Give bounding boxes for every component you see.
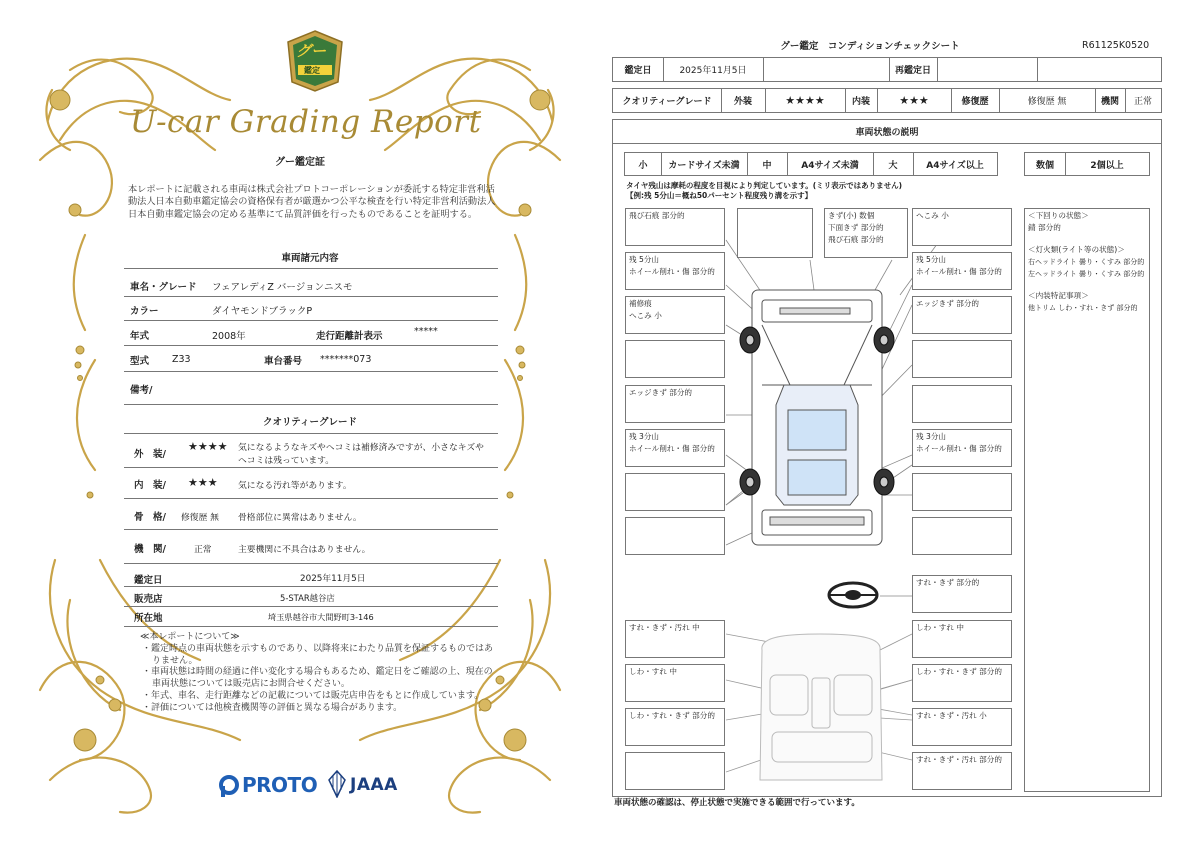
exterior-note-box bbox=[625, 429, 725, 467]
sheet-id: R61125K0520 bbox=[1082, 40, 1150, 51]
frame-value: 修復歴 無 bbox=[181, 513, 219, 523]
repair-history-label: 修復歴 bbox=[961, 97, 989, 107]
exterior-note-box bbox=[912, 429, 1012, 467]
certificate-body: 本レポートに記載される車両は株式会社プロトコーポレーションが委託する特定非営利活動法人日本自動車鑑定協会の資格保有者が厳選かつ公平な検査を行い特定非営利活動法人日本自動車鑑定協会の定める基準にて品質評価を行ったものであることを証明する。 bbox=[128, 184, 496, 220]
proto-logo-icon bbox=[218, 774, 240, 798]
side-note-line: 他トリム しわ・すれ・きず 部分的 bbox=[1028, 304, 1138, 312]
exterior-note-box bbox=[625, 385, 725, 423]
quality-heading: クオリティーグレード bbox=[262, 417, 358, 428]
count-label: 数個 bbox=[1035, 160, 1054, 171]
side-note-line bbox=[1025, 235, 1149, 245]
exterior-note-line: ホイール削れ・傷 部分的 bbox=[916, 444, 1002, 453]
engine-value: 正常 bbox=[194, 545, 212, 555]
exterior-note-box bbox=[625, 296, 725, 334]
color-value: ダイヤモンドブラックP bbox=[212, 306, 313, 317]
exterior-note-line: 残 5分山 bbox=[916, 255, 947, 264]
exterior-stars: ★★★★ bbox=[188, 440, 228, 453]
color-label: カラー bbox=[130, 306, 159, 317]
shop-label: 販売店 bbox=[134, 594, 163, 605]
proto-logo-text: PROTO bbox=[242, 773, 318, 797]
exterior-note-line: 残 3分山 bbox=[916, 432, 947, 441]
side-note-line: 左ヘッドライト 曇り・くすみ 部分的 bbox=[1028, 270, 1145, 278]
exterior-note-line: きず(小) 数個 bbox=[828, 211, 875, 220]
shop-value: 5-STAR越谷店 bbox=[280, 593, 335, 603]
size-large-desc: A4サイズ以上 bbox=[926, 160, 984, 171]
divider bbox=[124, 529, 498, 530]
exterior-note-line: 飛び石痕 部分的 bbox=[629, 211, 685, 220]
badge-text: グー bbox=[296, 42, 327, 60]
exterior-note-line: エッジきず 部分的 bbox=[629, 388, 693, 397]
divider bbox=[124, 626, 498, 627]
exterior-comment-line2: ヘコミは残っています。 bbox=[238, 456, 335, 466]
appraisal-date-label: 鑑定日 bbox=[134, 575, 163, 586]
year-value: 2008年 bbox=[212, 331, 246, 342]
divider bbox=[124, 433, 498, 434]
size-small-desc: カードサイズ未満 bbox=[668, 160, 740, 171]
engine-value: 正常 bbox=[1133, 97, 1152, 107]
interior-note-line: すれ・きず 部分的 bbox=[916, 578, 980, 587]
address-label: 所在地 bbox=[134, 613, 163, 624]
note-item: ・評価については他検査機関等の評価と異なる場合があります。 bbox=[142, 702, 403, 713]
mileage-label: 走行距離計表示 bbox=[316, 331, 383, 342]
special-notes-box bbox=[1024, 208, 1150, 792]
certificate-title: グー鑑定証 bbox=[275, 157, 325, 168]
divider bbox=[124, 268, 498, 269]
car-name-label: 車名・グレード bbox=[130, 282, 197, 293]
model-value: Z33 bbox=[172, 354, 191, 365]
side-note-line bbox=[1025, 281, 1149, 291]
spec-heading: 車両諸元内容 bbox=[281, 253, 339, 264]
report-title: U-car Grading Report bbox=[130, 104, 482, 140]
interior-note-line: すれ・きず・汚れ 部分的 bbox=[916, 755, 1002, 764]
chassis-value: *******073 bbox=[320, 354, 372, 365]
interior-note-line: しわ・すれ・きず 部分的 bbox=[629, 711, 715, 720]
side-note-line: ＜下回りの状態＞ bbox=[1028, 211, 1089, 220]
exterior-note-box bbox=[912, 517, 1012, 555]
interior-note-box bbox=[625, 752, 725, 790]
note-item: ・鑑定時点の車両状態を示すものであり、以降将来にわたり品質を保証するものではありません。 bbox=[142, 643, 494, 666]
condition-check-sheet bbox=[600, 0, 1200, 848]
interior-note-box bbox=[912, 664, 1012, 702]
exterior-label: 外 装/ bbox=[134, 449, 166, 460]
sheet-footnote: 車両状態の確認は、停止状態で実施できる範囲で行っています。 bbox=[614, 798, 860, 808]
divider bbox=[124, 606, 498, 607]
model-label: 型式 bbox=[130, 356, 150, 367]
divider bbox=[124, 345, 498, 346]
exterior-note-line: ホイール削れ・傷 部分的 bbox=[629, 267, 715, 276]
exterior-note-line: 補修痕 bbox=[629, 299, 652, 308]
exterior-stars: ★★★★ bbox=[785, 94, 825, 107]
exterior-note-line: ホイール削れ・傷 部分的 bbox=[916, 267, 1002, 276]
interior-note-box bbox=[912, 708, 1012, 746]
appraisal-date-value: 2025年11月5日 bbox=[679, 66, 747, 76]
exterior-note-line: 残 3分山 bbox=[629, 432, 660, 441]
car-name-value: フェアレディZ バージョンニスモ bbox=[212, 282, 353, 293]
side-note-line: 右ヘッドライト 曇り・くすみ 部分的 bbox=[1028, 258, 1145, 266]
sheet-title: グー鑑定 コンディションチェックシート bbox=[780, 41, 960, 52]
remarks-label: 備考/ bbox=[130, 385, 153, 396]
divider bbox=[124, 586, 498, 587]
interior-label: 内装 bbox=[851, 97, 870, 107]
divider bbox=[124, 320, 498, 321]
appraisal-date-value: 2025年11月5日 bbox=[300, 574, 366, 584]
year-label: 年式 bbox=[130, 331, 150, 342]
interior-note-box bbox=[912, 620, 1012, 658]
divider bbox=[124, 404, 498, 405]
reappraisal-date-label: 再鑑定日 bbox=[894, 66, 931, 76]
exterior-note-box bbox=[912, 252, 1012, 290]
grade-row bbox=[612, 88, 1162, 113]
note-item: ・年式、車名、走行距離などの記載については販売店申告をもとに作成しています。 bbox=[142, 690, 484, 701]
interior-note-box bbox=[912, 752, 1012, 790]
date-row bbox=[612, 57, 1162, 82]
steering-wheel-icon bbox=[826, 580, 880, 610]
exterior-note-box bbox=[912, 340, 1012, 378]
frame-comment: 骨格部位に異常はありません。 bbox=[238, 513, 362, 523]
address-value: 埼玉県越谷市大間野町3-146 bbox=[268, 612, 374, 622]
size-mid-desc: A4サイズ未満 bbox=[801, 160, 859, 171]
leader-line bbox=[880, 588, 914, 604]
interior-note-line: しわ・すれ・きず 部分的 bbox=[916, 667, 1002, 676]
tire-note-1: タイヤ残山は摩耗の程度を目視により判定しています。(ミリ表示ではありません) bbox=[626, 181, 903, 190]
exterior-note-line: 飛び石痕 部分的 bbox=[828, 235, 884, 244]
divider bbox=[124, 498, 498, 499]
side-note-line: ＜灯火類(ライト等の状態)＞ bbox=[1028, 245, 1125, 254]
interior-note-box bbox=[625, 708, 725, 746]
interior-comment: 気になる汚れ等があります。 bbox=[238, 481, 352, 491]
exterior-note-line: 下面きず 部分的 bbox=[828, 223, 884, 232]
appraisal-date-label: 鑑定日 bbox=[624, 66, 652, 76]
exterior-note-box bbox=[912, 473, 1012, 511]
frame-label: 骨 格/ bbox=[134, 512, 166, 523]
interior-label: 内 装/ bbox=[134, 480, 166, 491]
badge-sub-text: 鑑定 bbox=[304, 66, 320, 75]
exterior-note-box bbox=[737, 208, 813, 258]
exterior-note-box bbox=[625, 517, 725, 555]
interior-note-line: すれ・きず・汚れ 小 bbox=[916, 711, 987, 720]
exterior-note-line: へこみ 小 bbox=[629, 311, 662, 320]
interior-stars: ★★★ bbox=[188, 476, 218, 489]
exterior-note-box bbox=[625, 208, 725, 246]
exterior-note-line: エッジきず 部分的 bbox=[916, 299, 980, 308]
state-heading: 車両状態の説明 bbox=[612, 119, 1162, 144]
jaaa-logo-text: JAAA bbox=[350, 775, 398, 795]
interior-note-box bbox=[912, 575, 1012, 613]
count-desc: 2個以上 bbox=[1090, 160, 1124, 171]
exterior-comment-line1: 気になるようなキズやヘコミは補修済みですが、小さなキズや bbox=[238, 443, 484, 453]
exterior-note-line: ホイール削れ・傷 部分的 bbox=[629, 444, 715, 453]
size-mid-label: 中 bbox=[762, 160, 772, 171]
exterior-note-box bbox=[625, 252, 725, 290]
quality-grade-label: クオリティーグレード bbox=[622, 97, 712, 107]
interior-note-line: しわ・すれ 中 bbox=[916, 623, 964, 632]
interior-note-line: すれ・きず・汚れ 中 bbox=[629, 623, 700, 632]
note-item: ・車両状態は時間の経過に伴い変化する場合もあるため、鑑定日をご確認の上、現在の車両状態については販売店にお問合せください。 bbox=[142, 667, 493, 690]
exterior-label: 外装 bbox=[733, 97, 752, 107]
divider bbox=[124, 563, 498, 564]
interior-note-line: しわ・すれ 中 bbox=[629, 667, 677, 676]
side-note-line: 錆 部分的 bbox=[1028, 223, 1061, 232]
interior-note-box bbox=[625, 620, 725, 658]
tire-note-2: 【例:残 5分山＝概ね50パーセント程度残り溝を示す】 bbox=[626, 191, 813, 200]
jaaa-logo-icon bbox=[328, 770, 346, 798]
engine-label: 機関 bbox=[1100, 97, 1119, 107]
exterior-note-box bbox=[912, 385, 1012, 423]
repair-history-value: 修復歴 無 bbox=[1027, 97, 1067, 107]
interior-note-box bbox=[625, 664, 725, 702]
exterior-note-box bbox=[912, 208, 1012, 246]
size-small-label: 小 bbox=[638, 160, 648, 171]
divider bbox=[124, 467, 498, 468]
side-note-line: ＜内装特記事項＞ bbox=[1028, 291, 1089, 300]
exterior-note-box bbox=[625, 340, 725, 378]
interior-stars: ★★★ bbox=[899, 94, 929, 107]
exterior-note-box bbox=[824, 208, 908, 258]
count-legend bbox=[1024, 152, 1150, 176]
size-legend bbox=[624, 152, 998, 176]
divider bbox=[124, 371, 498, 372]
exterior-note-box bbox=[912, 296, 1012, 334]
size-large-label: 大 bbox=[888, 160, 898, 171]
engine-label: 機 関/ bbox=[134, 544, 166, 555]
notes-heading: ≪本レポートについて≫ bbox=[140, 632, 240, 642]
exterior-note-box bbox=[625, 473, 725, 511]
chassis-label: 車台番号 bbox=[264, 356, 303, 367]
report-notes bbox=[140, 632, 500, 715]
divider bbox=[124, 296, 498, 297]
engine-comment: 主要機関に不具合はありません。 bbox=[238, 545, 371, 555]
mileage-value: ***** bbox=[414, 326, 438, 337]
exterior-note-line: 残 5分山 bbox=[629, 255, 660, 264]
exterior-note-line: へこみ 小 bbox=[916, 211, 949, 220]
